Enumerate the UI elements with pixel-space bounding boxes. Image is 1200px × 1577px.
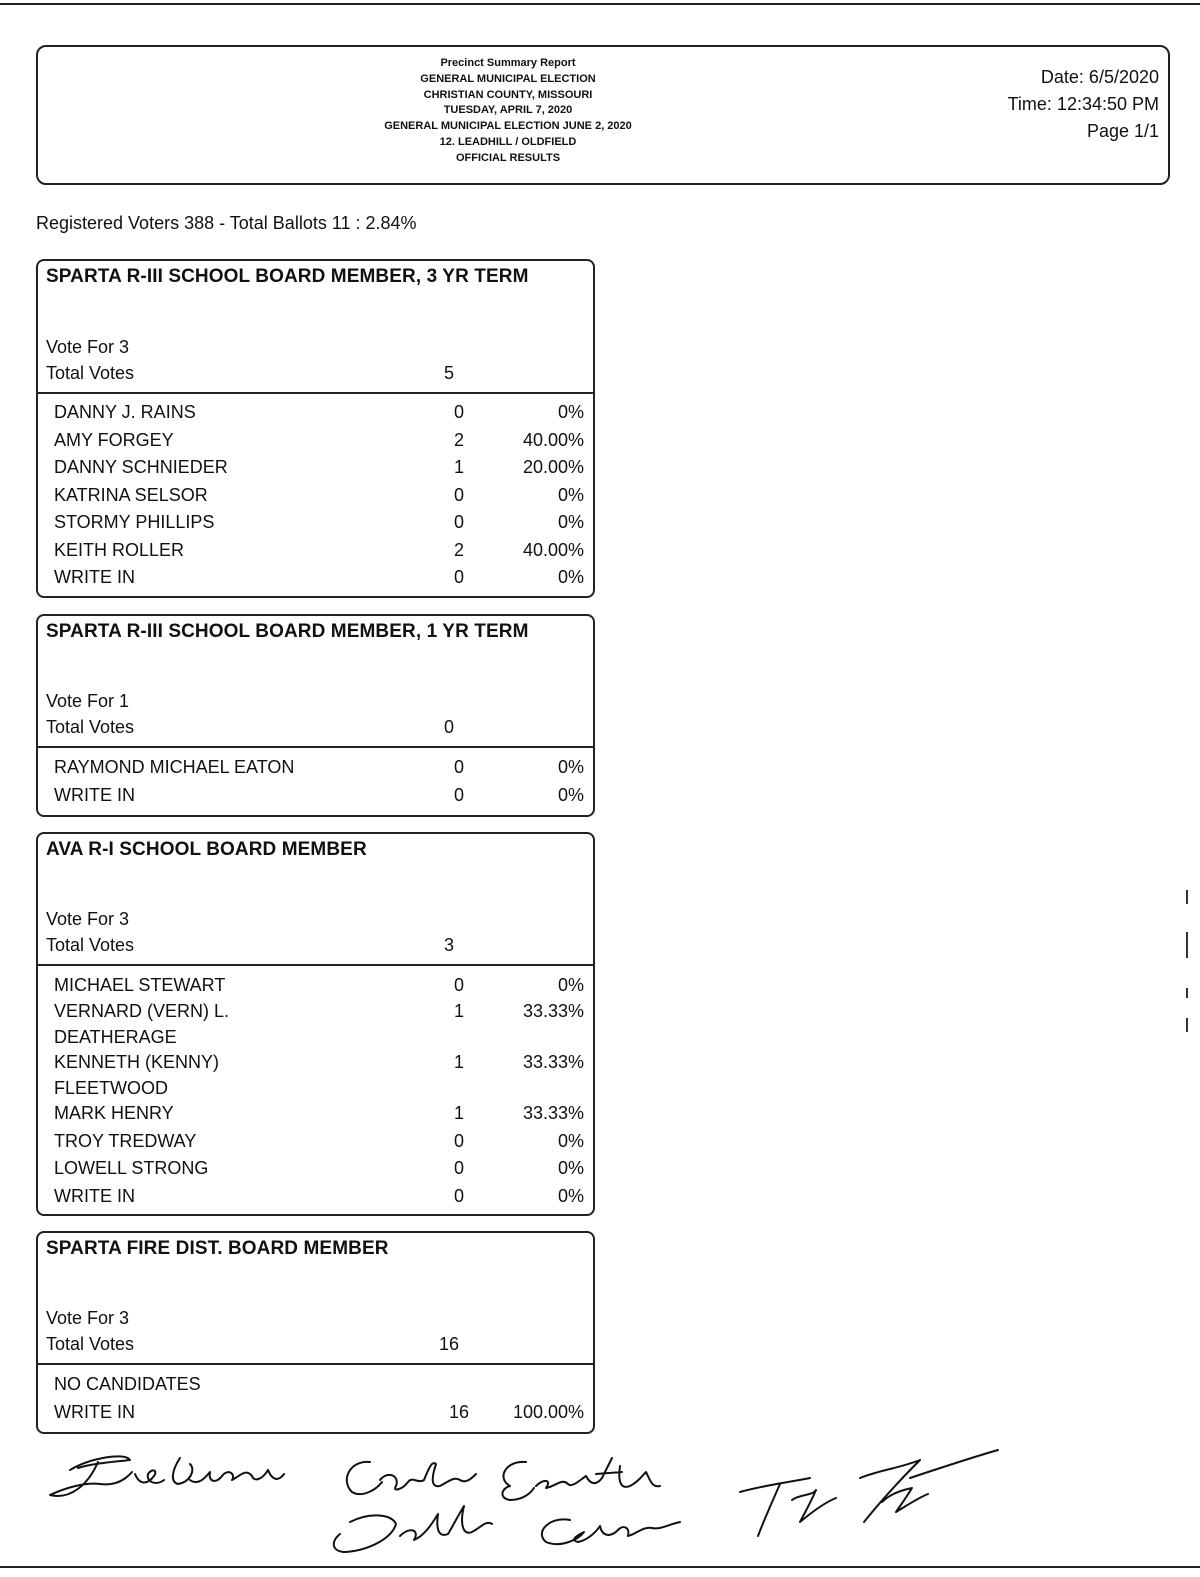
candidate-row (54, 538, 584, 564)
contest-title: SPARTA R-III SCHOOL BOARD MEMBER, 3 YR TERM (46, 266, 529, 287)
candidate-row (54, 428, 584, 454)
contest-box (36, 1231, 595, 1434)
candidate-row (54, 510, 584, 536)
candidate-row (54, 1372, 584, 1398)
candidate-name: STORMY PHILLIPS (54, 512, 215, 532)
candidate-percent: 0% (557, 484, 584, 505)
candidate-percent: 0% (557, 1158, 584, 1178)
candidate-votes: 16 (448, 1401, 470, 1422)
contest-divider (38, 964, 593, 966)
candidate-votes: 0 (453, 1158, 464, 1178)
candidate-row (54, 1101, 584, 1127)
signature-3 (334, 1506, 680, 1552)
candidate-votes: 0 (453, 757, 464, 777)
candidate-percent: 20.00% (522, 457, 584, 477)
contest-divider (38, 746, 593, 748)
candidate-percent: 40.00% (522, 429, 584, 450)
candidate-percent: 0% (557, 1130, 584, 1151)
signature-2 (347, 1458, 660, 1500)
top-rule (0, 3, 1200, 5)
candidate-name: WRITE IN (54, 784, 135, 805)
total-votes-value: 3 (443, 935, 454, 955)
page-number: Page 1/1 (1086, 121, 1159, 141)
candidate-votes: 0 (453, 1185, 464, 1206)
candidate-row (54, 1184, 584, 1210)
candidate-row (54, 999, 584, 1050)
candidate-row (54, 1156, 584, 1182)
candidate-name: WRITE IN (54, 567, 135, 587)
candidate-name: VERNARD (VERN) L. DEATHERAGE (54, 1001, 230, 1047)
candidate-row (54, 783, 584, 809)
jurisdiction: CHRISTIAN COUNTY, MISSOURI (423, 88, 593, 101)
candidate-row (54, 1129, 584, 1155)
contest-box (36, 259, 595, 598)
results-status: OFFICIAL RESULTS (455, 151, 561, 164)
candidate-votes: 0 (453, 484, 464, 505)
candidate-votes: 1 (453, 457, 464, 477)
candidate-name: LOWELL STRONG (54, 1158, 209, 1178)
contest-divider (38, 392, 593, 394)
candidate-name: KENNETH (KENNY) FLEETWOOD (54, 1052, 220, 1098)
candidate-votes: 1 (453, 1103, 464, 1123)
candidate-name: KEITH ROLLER (54, 539, 185, 560)
contest-box (36, 614, 595, 817)
candidate-votes: 0 (453, 402, 464, 422)
candidate-votes: 0 (453, 512, 464, 532)
candidate-percent: 0% (557, 975, 584, 995)
report-time: Time: 12:34:50 PM (1007, 94, 1159, 114)
scan-edge-marks (1186, 890, 1190, 1040)
report-header (36, 45, 1170, 185)
total-votes-value: 5 (443, 363, 454, 383)
registered-voters-summary: Registered Voters 388 - Total Ballots 11 : 2.84% (36, 213, 417, 233)
candidate-row (54, 1400, 584, 1426)
candidate-percent: 0% (557, 567, 584, 587)
vote-for: Vote For 1 (46, 691, 130, 711)
candidate-votes: 1 (453, 1052, 464, 1072)
candidate-percent: 33.33% (522, 1052, 584, 1072)
candidate-percent: 0% (557, 402, 584, 422)
report-title: Precinct Summary Report (440, 57, 576, 69)
report-meta (1008, 64, 1159, 145)
vote-for: Vote For 3 (46, 1308, 130, 1328)
contest-title: SPARTA FIRE DIST. BOARD MEMBER (46, 1238, 389, 1259)
candidate-votes: 0 (453, 567, 464, 587)
signatures (40, 1440, 1020, 1565)
candidate-name: DANNY J. RAINS (54, 402, 196, 422)
candidate-votes: 0 (453, 975, 464, 995)
candidate-percent: 0% (557, 757, 584, 777)
candidate-name: KATRINA SELSOR (54, 484, 208, 505)
total-votes-label: Total Votes (46, 935, 135, 955)
candidate-percent: 0% (557, 1185, 584, 1206)
candidate-row (54, 565, 584, 591)
vote-for: Vote For 3 (46, 337, 130, 357)
contest-box (36, 832, 595, 1216)
candidate-name: TROY TREDWAY (54, 1130, 197, 1151)
candidate-percent: 0% (557, 784, 584, 805)
candidate-row (54, 400, 584, 426)
candidate-row (54, 455, 584, 481)
election-date: TUESDAY, APRIL 7, 2020 (443, 104, 573, 117)
candidate-row (54, 483, 584, 509)
report-date: Date: 6/5/2020 (1040, 67, 1159, 87)
candidate-row (54, 1050, 584, 1101)
candidate-name: WRITE IN (54, 1185, 135, 1206)
candidate-percent: 33.33% (522, 1103, 584, 1123)
candidate-percent: 33.33% (522, 1001, 584, 1021)
signature-1 (50, 1456, 284, 1496)
signature-4 (740, 1450, 998, 1536)
contest-title: SPARTA R-III SCHOOL BOARD MEMBER, 1 YR TERM (46, 621, 529, 642)
candidate-name: MARK HENRY (54, 1103, 174, 1123)
contest-title: AVA R-I SCHOOL BOARD MEMBER (46, 839, 367, 860)
candidate-votes: 0 (453, 784, 464, 805)
election-subtitle: GENERAL MUNICIPAL ELECTION JUNE 2, 2020 (384, 120, 632, 133)
bottom-rule (0, 1566, 1200, 1568)
candidate-name: AMY FORGEY (54, 429, 174, 450)
total-votes-label: Total Votes (46, 1334, 135, 1354)
total-votes-label: Total Votes (46, 363, 135, 383)
candidate-name: RAYMOND MICHAEL EATON (54, 757, 295, 777)
candidate-votes: 2 (453, 539, 464, 560)
candidate-row (54, 973, 584, 999)
candidate-name: WRITE IN (54, 1401, 135, 1422)
candidate-name: NO CANDIDATES (54, 1374, 201, 1394)
candidate-percent: 40.00% (522, 539, 584, 560)
contest-divider (38, 1363, 593, 1365)
precinct-name: 12. LEADHILL / OLDFIELD (439, 135, 577, 148)
total-votes-label: Total Votes (46, 717, 135, 737)
total-votes-value: 16 (438, 1334, 460, 1354)
candidate-votes: 1 (453, 1001, 464, 1021)
candidate-votes: 2 (453, 429, 464, 450)
candidate-votes: 0 (453, 1130, 464, 1151)
candidate-row (54, 755, 584, 781)
candidate-name: MICHAEL STEWART (54, 975, 226, 995)
election-name: GENERAL MUNICIPAL ELECTION (420, 72, 596, 85)
candidate-percent: 0% (557, 512, 584, 532)
candidate-percent: 100.00% (512, 1401, 584, 1422)
total-votes-value: 0 (443, 717, 454, 737)
report-title-block (268, 56, 748, 167)
vote-for: Vote For 3 (46, 909, 130, 929)
candidate-name: DANNY SCHNIEDER (54, 457, 228, 477)
